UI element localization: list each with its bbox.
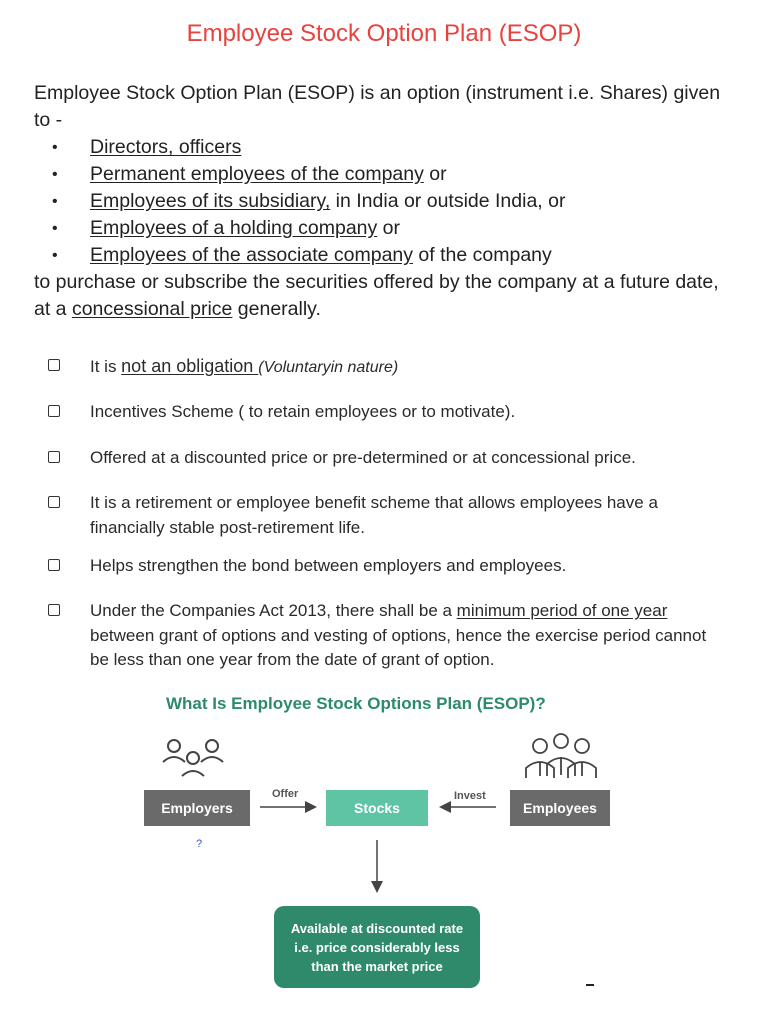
recipient-rest: in India or outside India, or	[330, 190, 566, 212]
offer-label: Offer	[272, 788, 299, 800]
list-item	[34, 215, 734, 242]
concessional-price-link[interactable]: concessional price	[71, 298, 233, 320]
bullet-icon: •	[52, 166, 58, 183]
page-title: Employee Stock Option Plan (ESOP)	[186, 20, 582, 47]
point-text-part: between grant of options and vesting of options, hence the exercise period cannot be less than one year from the date of grant of option.	[90, 625, 707, 669]
not-obligation-link[interactable]: not an obligation	[121, 356, 259, 376]
stray-dash	[586, 984, 594, 986]
bullet-icon: •	[52, 193, 58, 210]
checkbox-icon[interactable]	[48, 496, 60, 508]
checkbox-icon[interactable]	[48, 451, 60, 463]
checkbox-icon[interactable]	[48, 405, 60, 417]
recipient-rest: or	[423, 163, 447, 185]
point-italic: (Voluntaryin nature)	[258, 359, 399, 376]
recipient-link[interactable]: Permanent employees of the company	[90, 163, 424, 185]
tail-text: to purchase or subscribe the securities offered by the company at a future date, at a	[34, 271, 719, 320]
employers-box: Employers	[144, 790, 250, 826]
recipient-link[interactable]: Employees of its subsidiary,	[90, 190, 331, 212]
point-text-part: Under the Companies Act 2013, there shall be a	[90, 601, 457, 620]
list-item	[34, 242, 734, 269]
recipient-link[interactable]: Directors, officers	[90, 136, 242, 158]
list-item	[34, 161, 734, 188]
point-text	[90, 599, 720, 673]
employees-box: Employees	[510, 790, 610, 826]
recipient-link[interactable]: Employees of a holding company	[90, 217, 378, 239]
recipient-rest: or	[377, 217, 401, 239]
esop-diagram	[140, 688, 634, 1008]
point-text: Offered at a discounted price or pre-determined or at concessional price.	[90, 448, 636, 467]
recipient-link[interactable]: Employees of the associate company	[90, 244, 414, 266]
diagram-title: What Is Employee Stock Options Plan (ESOP)?	[166, 694, 546, 713]
list-item	[34, 134, 734, 161]
checkbox-icon[interactable]	[48, 359, 60, 371]
stocks-box: Stocks	[326, 790, 428, 826]
tail-end: generally.	[232, 298, 321, 320]
point-text	[90, 354, 720, 381]
bullet-icon: •	[52, 247, 58, 264]
point-text: Incentives Scheme ( to retain employees or to motivate).	[90, 402, 516, 421]
point-text-part: It is	[90, 357, 122, 376]
bullet-icon: •	[52, 220, 58, 237]
bullet-icon: •	[52, 139, 58, 156]
stray-mark: ?	[196, 838, 203, 850]
available-box: Available at discounted rate i.e. price considerably less than the market price	[274, 906, 480, 988]
minimum-period-link[interactable]: minimum period of one year	[456, 601, 668, 620]
list-item	[34, 188, 734, 215]
intro-tail	[34, 269, 734, 323]
recipient-rest: of the company	[413, 244, 552, 266]
recipient-list	[34, 134, 734, 269]
point-text: It is a retirement or employee benefit scheme that allows employees have a financially stable post-retirement life.	[90, 493, 658, 537]
intro-section	[34, 80, 734, 323]
checkbox-icon[interactable]	[48, 559, 60, 571]
point-text: Helps strengthen the bond between employers and employees.	[90, 556, 567, 575]
invest-label: Invest	[454, 790, 486, 802]
intro-lead: Employee Stock Option Plan (ESOP) is an option (instrument i.e. Shares) given to -	[34, 82, 721, 131]
checkbox-icon[interactable]	[48, 604, 60, 616]
